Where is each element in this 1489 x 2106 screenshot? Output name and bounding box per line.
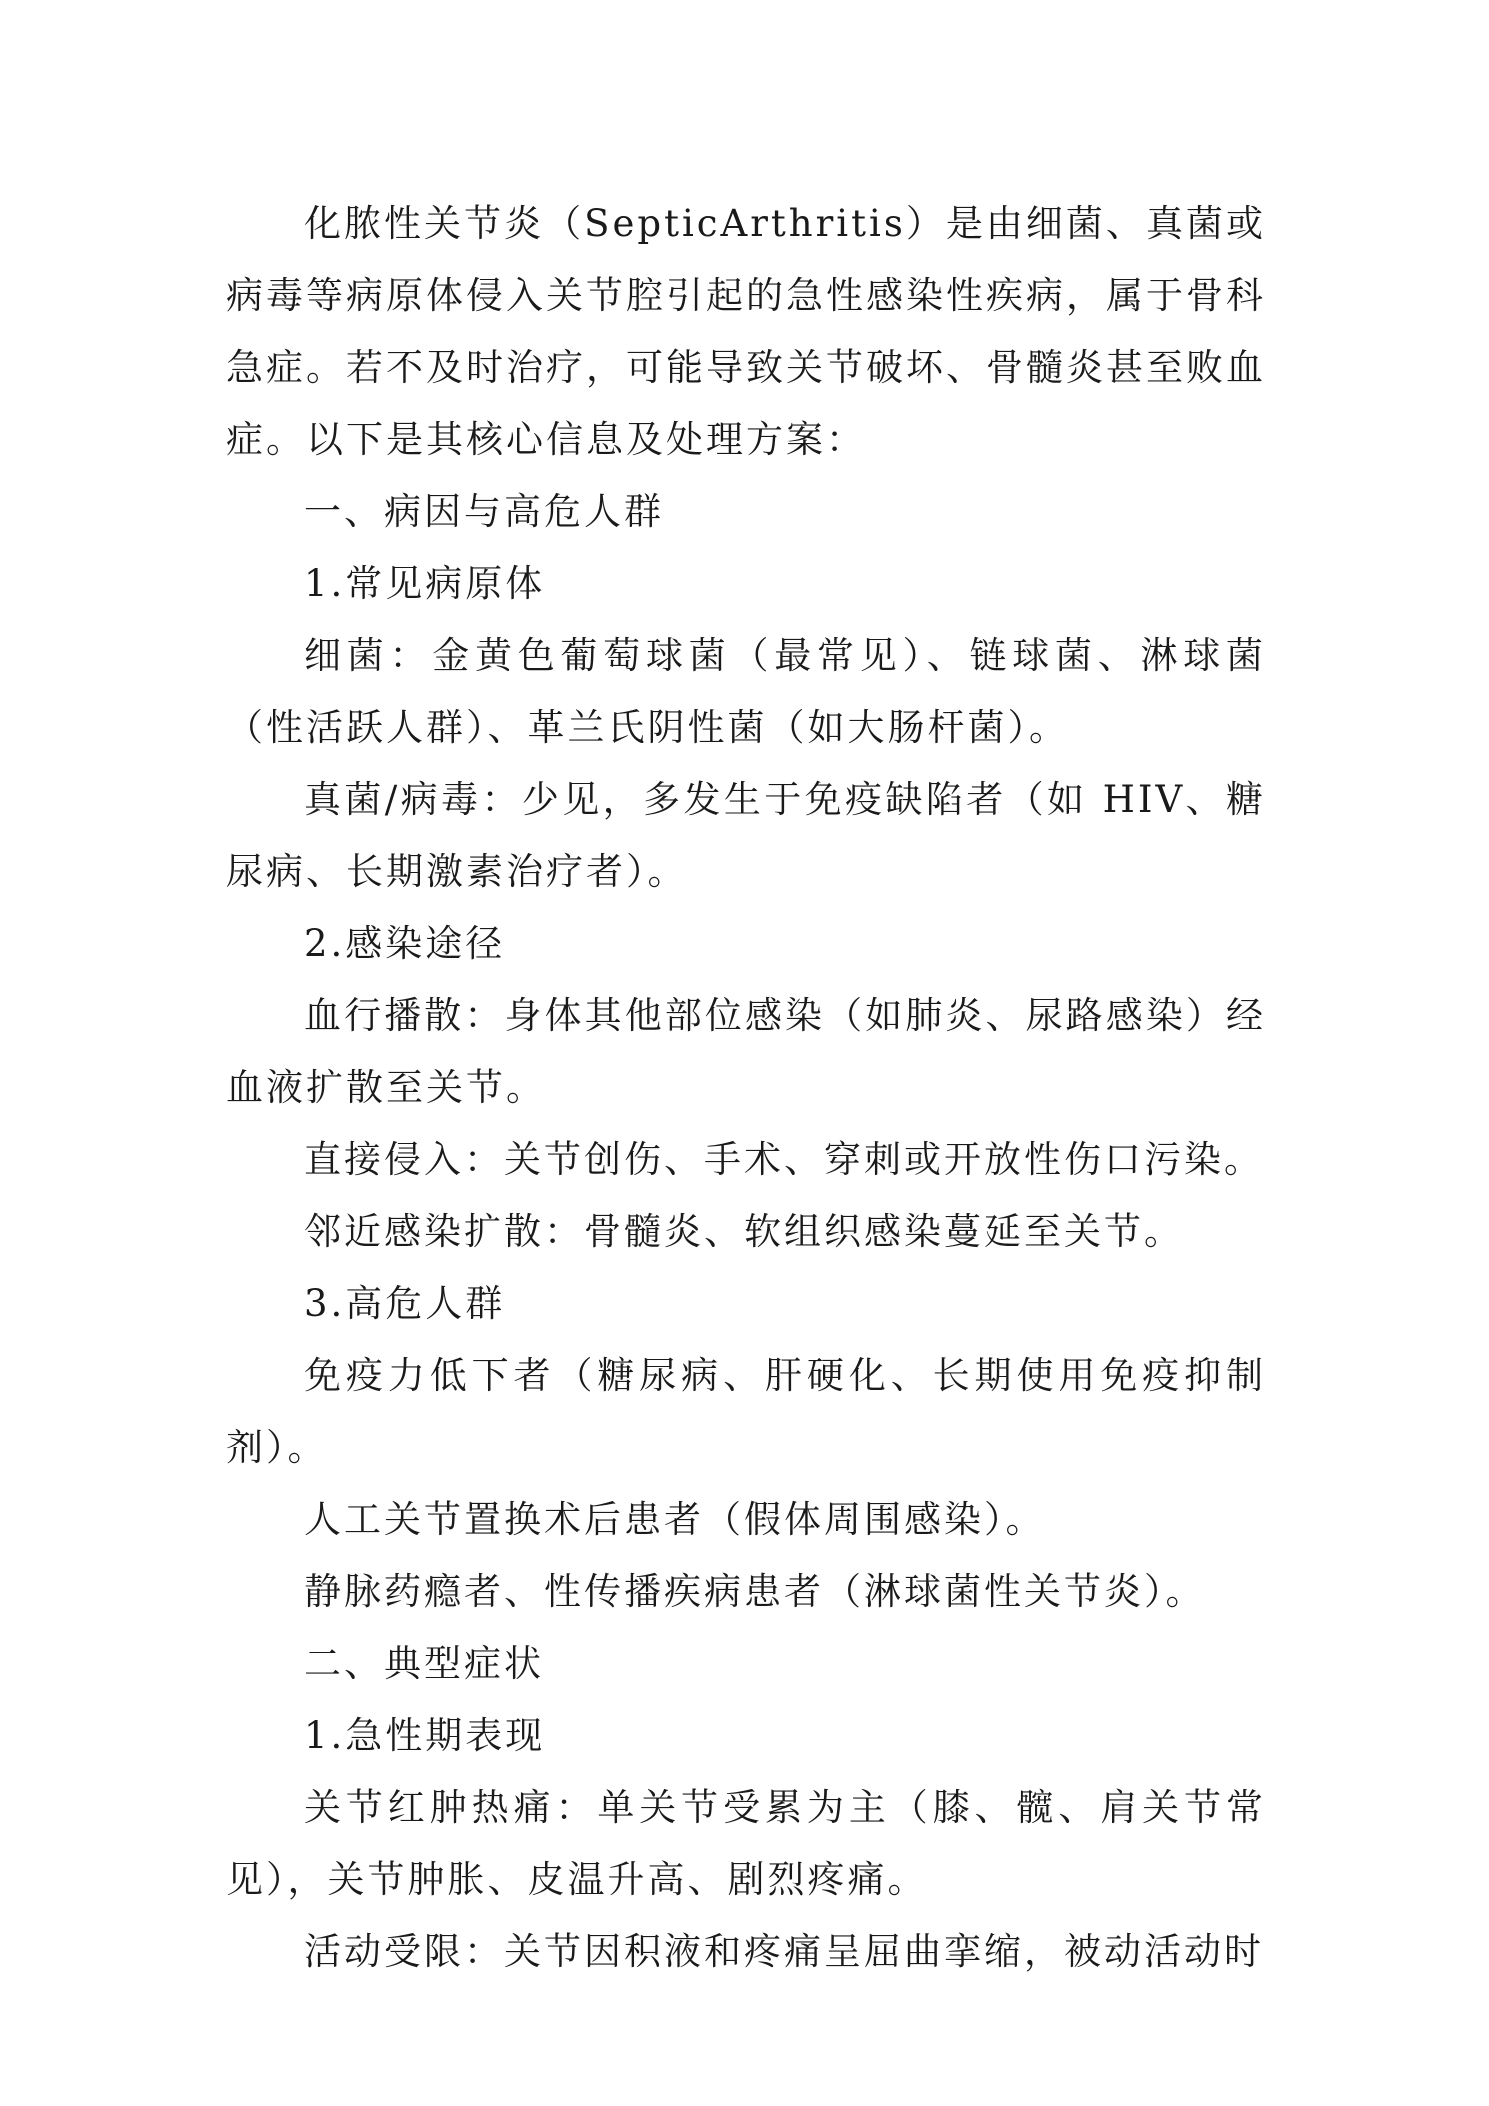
paragraph-adjacent-spread: 邻近感染扩散：骨髓炎、软组织感染蔓延至关节。 <box>304 1210 1184 1253</box>
paragraph-joint-inflammation: 关节红肿热痛：单关节受累为主（膝、髋、肩关节常见），关节肿胀、皮温升高、剧烈疼痛。 <box>226 1786 1266 1901</box>
subheading-high-risk: 3.高危人群 <box>304 1282 506 1325</box>
section-heading-causes: 一、病因与高危人群 <box>304 490 664 533</box>
paragraph-joint-replacement: 人工关节置换术后患者（假体周围感染）。 <box>304 1498 1046 1541</box>
paragraph-fungi-virus: 真菌/病毒：少见，多发生于免疫缺陷者（如 HIV、糖尿病、长期激素治疗者）。 <box>226 778 1266 893</box>
subheading-infection-routes: 2.感染途径 <box>304 922 506 965</box>
section-heading-symptoms: 二、典型症状 <box>304 1642 544 1685</box>
paragraph-limited-motion: 活动受限：关节因积液和疼痛呈屈曲挛缩，被动活动时 <box>304 1930 1264 1973</box>
paragraph-bacteria: 细菌：金黄色葡萄球菌（最常见）、链球菌、淋球菌（性活跃人群）、革兰氏阴性菌（如大肠杆菌）。 <box>226 634 1266 749</box>
paragraph-drug-users: 静脉药瘾者、性传播疾病患者（淋球菌性关节炎）。 <box>304 1570 1206 1613</box>
subheading-acute-phase: 1.急性期表现 <box>304 1714 546 1757</box>
paragraph-immunocompromised: 免疫力低下者（糖尿病、肝硬化、长期使用免疫抑制剂）。 <box>226 1354 1266 1469</box>
paragraph-hematogenous: 血行播散：身体其他部位感染（如肺炎、尿路感染）经血液扩散至关节。 <box>226 994 1266 1109</box>
intro-paragraph: 化脓性关节炎（SepticArthritis）是由细菌、真菌或病毒等病原体侵入关节腔引起的急性感染性疾病，属于骨科急症。若不及时治疗，可能导致关节破坏、骨髓炎甚至败血症。以下是其核心信息及处理方案： <box>226 202 1266 461</box>
subheading-pathogens: 1.常见病原体 <box>304 562 546 605</box>
document-body <box>226 188 1266 1988</box>
paragraph-direct-invasion: 直接侵入：关节创伤、手术、穿刺或开放性伤口污染。 <box>304 1138 1264 1181</box>
